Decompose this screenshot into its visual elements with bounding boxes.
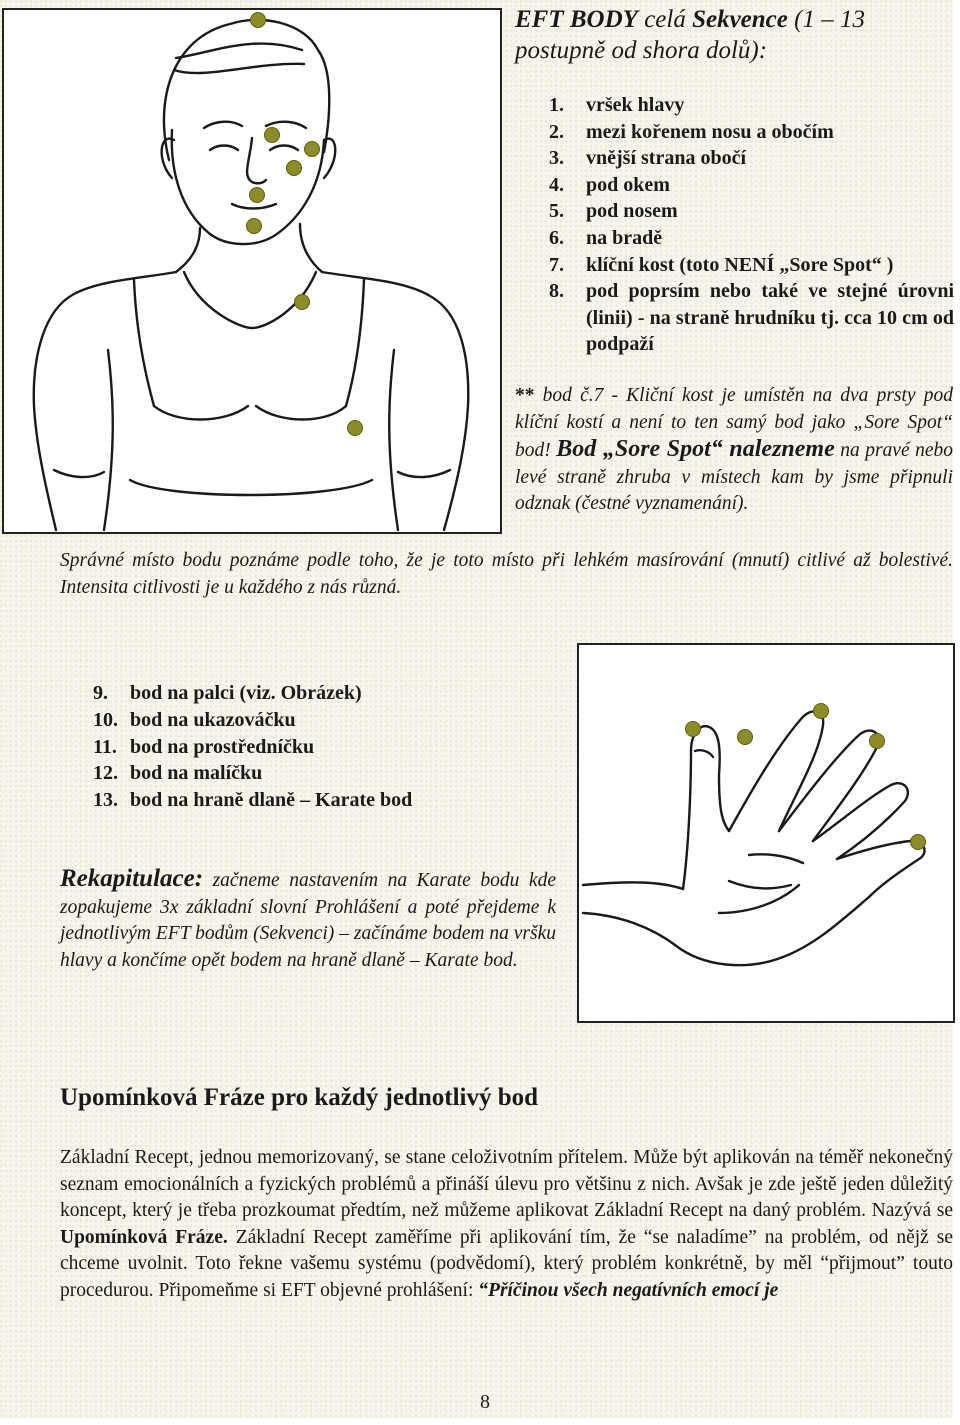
heading-eft-body: EFT BODY (515, 6, 638, 33)
heading-range: (1 – 13 postupně od shora dolů): (515, 6, 865, 64)
hand-tapping-points-figure (577, 643, 955, 1023)
sore-spot-note (515, 383, 953, 518)
margin-strip-bottom (0, 1418, 960, 1425)
list-item (93, 680, 473, 707)
sore-spot-note-continued: Správné místo bodu poznáme podle toho, že je toto místo při lehkém masírování (mnutí) citlivé až bolestivé. Intensita citlivosti je u každého z nás různá. (60, 550, 953, 598)
list-item (93, 734, 473, 761)
item-text: klíční kost (toto NENÍ „Sore Spot“ ) (586, 253, 894, 276)
body-reminder-phrase: Upomínková Fráze. (60, 1226, 228, 1248)
sequence-heading (515, 4, 953, 66)
note-sore-spot-lead: Bod „Sore Spot“ nalezneme (556, 436, 835, 463)
note-text-1: bod č.7 - Kliční kost je umístěn na dva prsty pod klíční kostí a není to ten samý bod jako „Sore Spot“ bod! (515, 385, 954, 462)
item-text: bod na malíčku (130, 762, 263, 785)
item-text: pod poprsím nebo také ve stejné úrovni (linii) - na straně hrudníku tj. cca 10 cm od podpaží (586, 280, 954, 356)
body-text-3: Základní Recept zaměříme při aplikování tím, že “se naladíme” na problém, od nějž se chceme uvolnit. Toto řekne vašemu systému (podvědomí), který problém konkrétně, by měl “přijmout” touto procedurou. Připomeňme si EFT objevné prohlášení: (60, 1226, 954, 1301)
list-item (93, 760, 473, 787)
list-item (549, 119, 954, 146)
item-number: 10. (93, 708, 118, 731)
item-text: vnější strana obočí (586, 147, 746, 170)
item-text: bod na hraně dlaně – Karate bod (130, 789, 413, 812)
item-text: pod okem (586, 173, 670, 196)
item-number: 5. (549, 200, 564, 223)
body-discovery-statement: “Příčinou všech negatívních emocí je (478, 1279, 779, 1301)
item-number: 8. (549, 280, 564, 303)
section-title: Upomínková Fráze pro každý jednotlivý bod (60, 1084, 539, 1111)
list-item (549, 145, 954, 172)
item-text: bod na ukazováčku (130, 708, 296, 731)
item-text: bod na prostředníčku (130, 735, 315, 758)
body-paragraph (60, 1145, 953, 1305)
heading-cela: celá (644, 6, 686, 33)
hand-points-list (93, 680, 473, 814)
item-number: 11. (93, 735, 117, 758)
item-number: 4. (549, 173, 564, 196)
body-tapping-points-figure (2, 8, 502, 534)
list-item (549, 278, 954, 358)
list-item (93, 707, 473, 734)
list-item (549, 225, 954, 252)
item-text: bod na palci (viz. Obrázek) (130, 682, 362, 704)
item-number: 13. (93, 789, 118, 812)
item-number: 6. (549, 226, 564, 249)
item-number: 3. (549, 147, 564, 170)
list-item (549, 172, 954, 199)
recap-lead: Rekapitulace: (60, 865, 204, 892)
item-text: vršek hlavy (586, 94, 685, 116)
list-item (549, 252, 954, 279)
item-text: na bradě (586, 226, 663, 249)
list-item (549, 92, 954, 119)
recap-paragraph (60, 866, 556, 974)
hand-illustration (579, 645, 953, 1021)
note-text-2: na pravé nebo levé straně zhruba v místech kam by jsme připnuli odznak (čestné vyznamenání). (515, 440, 953, 515)
body-points-list (549, 92, 954, 358)
item-number: 7. (549, 253, 564, 276)
page-number: 8 (480, 1391, 490, 1413)
heading-sekvence: Sekvence (692, 6, 788, 33)
item-text: pod nosem (586, 200, 678, 223)
torso-illustration (4, 10, 500, 532)
list-item (549, 198, 954, 225)
item-number: 2. (549, 120, 564, 143)
item-number: 12. (93, 762, 118, 785)
recap-text: začneme nastavením na Karate bodu kde zopakujeme 3x základní slovní Prohlášení a poté přejdeme k jednotlivým EFT bodům (Sekvenci) – začínáme bodem na vršku hlavy a končíme opět bodem na hraně dlaně – Karate bod. (60, 870, 556, 971)
item-number: 9. (93, 682, 108, 704)
body-text-1: Základní Recept, jednou memorizovaný, se stane celoživotním přítelem. Může být aplikován na téměř nekonečný seznam emocionálních a fyzických problémů a přináší úlevu pro většinu z nich. Avšak je zde ještě jeden důležitý koncept, který je třeba prozkoumat předtím, než můžeme aplikovat Základní Recept na daný problém. Nazývá se (60, 1147, 953, 1222)
note-stars: ** (515, 385, 535, 406)
item-number: 1. (549, 94, 564, 116)
list-item (93, 787, 473, 814)
item-text: mezi kořenem nosu a obočím (586, 120, 834, 143)
